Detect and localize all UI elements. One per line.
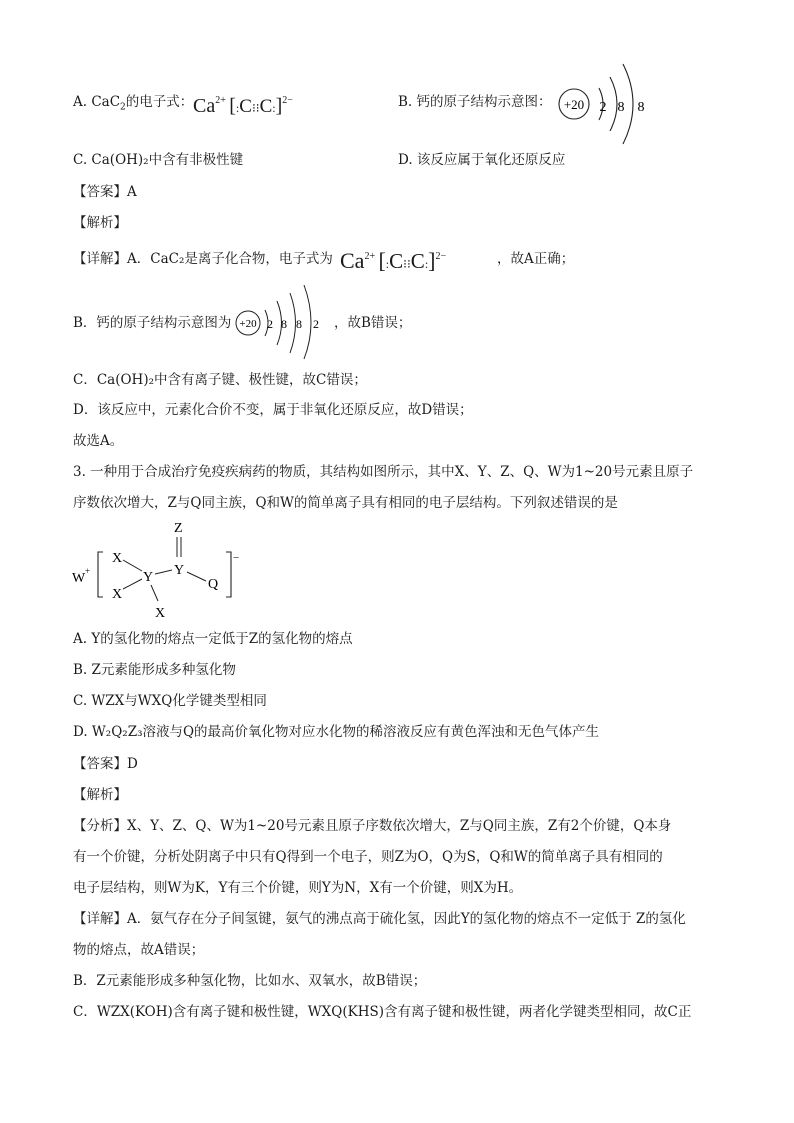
struct-x-left: X [112,587,123,602]
q2-detail-a-prefix: 【详解】A．CaC₂是离子化合物，电子式为 [73,251,333,267]
q2-option-a-sub: 2 [120,102,126,113]
shell-arc-3 [623,64,633,144]
ef-atom1: C [239,96,252,117]
q2-option-a-prefix: A. CaC [73,94,121,110]
ef2-atom1: C [389,249,404,273]
ef2-anion-charge: 2− [435,251,447,262]
ef-dots-left: : [235,101,240,115]
bond-y-x-bottom [151,585,158,601]
struct-x-bottom: X [155,606,166,621]
q3-option-a: A. Y的氢化物的熔点一定低于Z的氢化物的熔点 [73,631,353,647]
q3-analysis-line2: 有一个价键，分析处阴离子中只有Q得到一个电子，则Z为O，Q为S，Q和W的简单离子具有相同的 [73,849,663,865]
q3-detail-a-line1: 【详解】A．氨气存在分子间氢键，氨气的沸点高于硫化氢，因此Y的氢化物的熔点不一定低于 Z的氢化 [73,911,686,927]
shell-count-1: 2 [599,100,607,115]
detail-shell-count-1: 2 [267,317,273,331]
q3-option-d: D. W₂Q₂Z₃溶液与Q的最高价氧化物对应水化物的稀溶液反应有黄色浑浊和无色气体产生 [73,724,600,740]
detail-shell-arc-4 [304,285,311,359]
q3-analysis-line3: 电子层结构，则W为K，Y有三个价键，则Y为N，X有一个价键，则X为H。 [73,880,523,896]
detail-shell-count-3: 8 [296,317,302,331]
q2-option-b: B. 钙的原子结构示意图： [398,94,552,110]
q2-analysis-label: 【解析】 [73,215,127,231]
q2-option-c: C. Ca(OH)₂中含有非极性键 [73,152,244,168]
struct-cation-charge: + [85,566,91,576]
shell-count-3: 8 [637,100,645,115]
detail-shell-count-4: 2 [313,317,319,331]
struct-q: Q [208,577,219,592]
q2-option-a-suffix: 的电子式： [125,94,194,110]
struct-anion-charge: − [233,552,240,564]
ef-anion-charge: 2− [282,95,293,106]
ef2-cation-charge: 2+ [364,251,376,262]
q3-detail-c: C．WZX(KOH)含有离子键和极性键，WXQ(KHS)含有离子键和极性键，两者化学键类型相同，故C正 [73,1004,692,1020]
q3-stem-line1: 3. 一种用于合成治疗免疫疾病药的物质，其结构如图所示，其中X、Y、Z、Q、W为1~20号元素且原子 [73,464,694,480]
ef-cation-charge: 2+ [215,95,226,106]
ef2-left-bracket: [ [378,248,386,273]
q2-conclusion: 故选A。 [73,433,124,449]
shell-arc-2 [610,77,617,131]
q2-detail-b-suffix: ，故B错误； [334,315,412,331]
q2-detail-b-prefix: B．钙的原子结构示意图为 [73,315,232,331]
q2-option-d: D. 该反应属于氧化还原反应 [398,152,566,168]
detail-shell-arc-3 [290,293,296,353]
q3-stem-line2: 序数依次增大，Z与Q同主族，Q和W的简单离子具有相同的电子层结构。下列叙述错误的是 [73,495,618,511]
ef-left-bracket: [ [229,95,236,117]
struct-cation: W [72,571,86,586]
detail-shell-count-2: 8 [281,317,287,331]
q3-option-c: C. WZX与WXQ化学键类型相同 [73,693,267,709]
q2-option-a [73,92,193,118]
electron-formula-detail [340,243,446,278]
q3-structure-diagram [70,515,250,625]
ef-triple-bond-dots: ⁝⁝ [251,101,260,115]
shell-count-2: 8 [617,100,625,115]
q3-detail-b: B．Z元素能形成多种氢化物，比如水、双氧水，故B错误； [73,973,427,989]
q2-answer: 【答案】A [73,184,137,200]
ef2-right-bracket: ] [428,248,436,273]
ef-atom2: C [259,96,273,117]
ef-right-bracket: ] [275,95,283,117]
ef-dots-right: : [272,101,276,115]
struct-y-right: Y [174,563,185,578]
electron-formula-option [193,88,293,121]
ef-cation: Ca [193,95,216,117]
q3-detail-a-line2: 物的熔点，故A错误； [73,942,205,958]
nucleus-label: +20 [563,97,585,112]
q2-detail-a-suffix: ，故A正确； [497,251,575,267]
bond-y-q [187,572,206,581]
ef2-dots-left: : [385,257,390,271]
bond-x-left-y [123,579,142,589]
q3-analysis-line1: 【分析】X、Y、Z、Q、W为1~20号元素且原子序数依次增大，Z与Q同主族，Z有2个价键，Q本身 [73,818,672,834]
struct-right-bracket [226,552,231,597]
ef2-dots-right: : [424,257,429,271]
struct-z: Z [174,521,183,536]
atom-diagram-detail [234,284,334,360]
q2-detail-d: D．该反应中，元素化合价不变，属于非氧化还原反应，故D错误； [73,402,473,418]
q2-detail-c: C．Ca(OH)₂中含有离子键、极性键，故C错误； [73,372,367,388]
q3-answer: 【答案】D [73,756,138,772]
ef2-atom2: C [410,249,425,273]
q3-option-b: B. Z元素能形成多种氢化物 [73,662,236,678]
detail-nucleus-label: +20 [239,318,257,330]
ef2-triple-bond-dots: ⁝⁝ [403,257,411,271]
bond-x-top-y [123,560,142,571]
struct-x-top: X [112,551,123,566]
q3-analysis-label: 【解析】 [73,787,127,803]
atom-diagram-option [555,62,655,146]
bond-y-y [155,570,172,574]
struct-y-left: Y [143,570,154,585]
ef2-cation: Ca [340,248,365,273]
struct-left-bracket [98,552,103,597]
